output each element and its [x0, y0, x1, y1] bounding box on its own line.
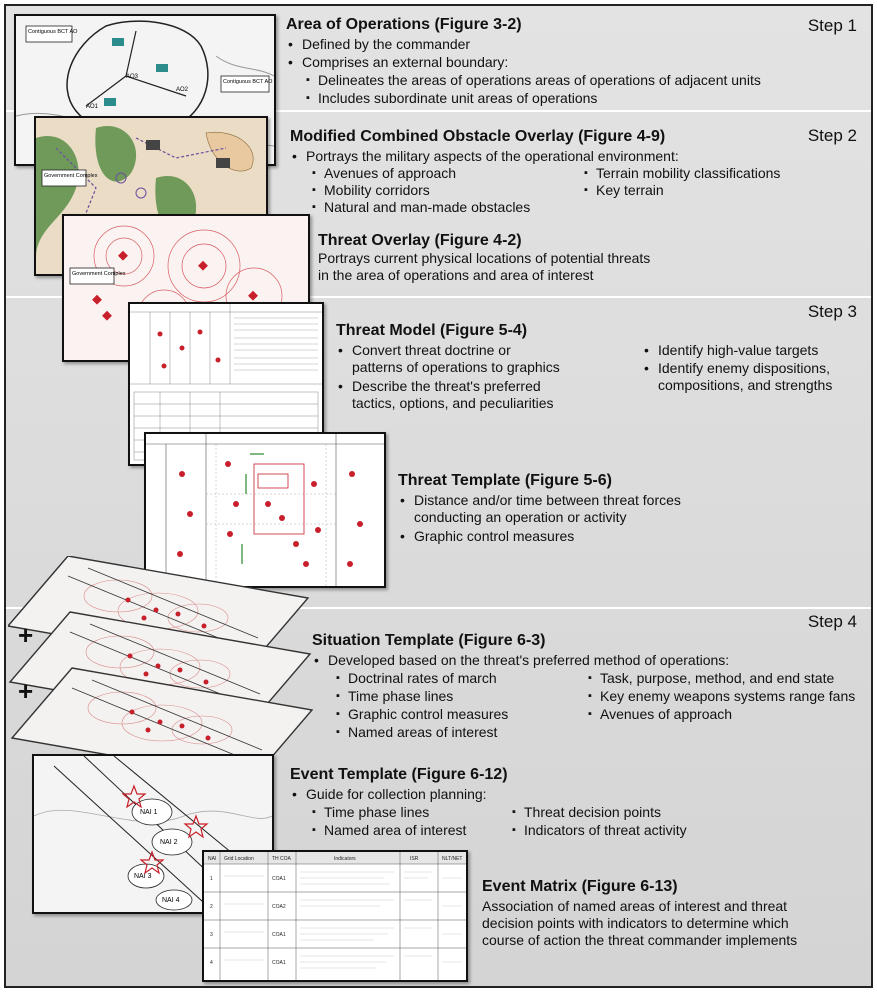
matrix-cell: 4	[210, 960, 213, 966]
event-template-bullet: • Guide for collection planning:	[306, 786, 487, 803]
threat-model-bullet: • Describe the threat's preferred	[352, 378, 541, 395]
ao-sub-bullet: ▪ Includes subordinate unit areas of operations	[318, 90, 597, 107]
event-template-sub-bullet: ▪ Indicators of threat activity	[524, 822, 687, 839]
nai-label: NAI 4	[162, 897, 180, 904]
mcoo-sub-bullet: ▪ Key terrain	[596, 182, 664, 199]
threat-model-bullet-cont: tactics, options, and peculiarities	[352, 395, 554, 411]
matrix-cell: 3	[210, 932, 213, 938]
event-matrix-line: decision points with indicators to determine which	[482, 915, 789, 931]
matrix-header: TH COA	[272, 856, 291, 862]
situation-template-sub-bullet: ▪ Named areas of interest	[348, 724, 497, 741]
threat-template-title: Threat Template (Figure 5-6)	[398, 472, 612, 489]
event-template-sub-bullet: ▪ Time phase lines	[324, 804, 429, 821]
threat-template-bullet: • Graphic control measures	[414, 528, 574, 545]
nai-label: NAI 1	[140, 809, 158, 816]
threat-overlay-map-label: Government Complex	[72, 271, 126, 277]
matrix-cell: COA1	[272, 932, 286, 938]
situation-template-sub-bullet: ▪ Avenues of approach	[600, 706, 732, 723]
threat-model-title: Threat Model (Figure 5-4)	[336, 322, 528, 339]
mcoo-sub-bullet: ▪ Terrain mobility classifications	[596, 165, 780, 182]
threat-template-bullet: • Distance and/or time between threat forces	[414, 492, 681, 509]
situation-template-bullet: • Developed based on the threat's preferred method of operations:	[328, 652, 729, 669]
threat-overlay-line: Portrays current physical locations of potential threats	[318, 250, 651, 266]
event-template-sub-bullet: ▪ Named area of interest	[324, 822, 466, 839]
threat-overlay-title: Threat Overlay (Figure 4-2)	[318, 232, 522, 249]
situation-template-sub-bullet: ▪ Task, purpose, method, and end state	[600, 670, 834, 687]
plus-sign: +	[18, 676, 34, 706]
step-1-label: Step 1	[807, 16, 857, 35]
area-of-operations-title: Area of Operations (Figure 3-2)	[286, 16, 522, 33]
ao-bullet: • Comprises an external boundary:	[302, 54, 508, 71]
ao-label-contiguous-right: Contiguous BCT AO	[223, 79, 273, 85]
matrix-cell: 1	[210, 876, 213, 882]
ao-label-contiguous-left: Contiguous BCT AO	[28, 29, 78, 35]
event-template-title: Event Template (Figure 6-12)	[290, 766, 508, 783]
nai-label: NAI 2	[160, 839, 178, 846]
matrix-cell: COA1	[272, 960, 286, 966]
matrix-header: NLT/NET	[442, 856, 463, 862]
situation-template-layers	[8, 556, 314, 782]
matrix-cell: 2	[210, 904, 213, 910]
situation-template-sub-bullet: ▪ Key enemy weapons systems range fans	[600, 688, 855, 705]
threat-model-bullet-cont: compositions, and strengths	[658, 377, 833, 393]
matrix-header: Indicators	[334, 856, 356, 862]
situation-template-sub-bullet: ▪ Time phase lines	[348, 688, 453, 705]
matrix-header: NAI	[208, 856, 217, 862]
threat-model-bullet: • Convert threat doctrine or	[352, 342, 511, 359]
ipb-steps-diagram	[4, 4, 873, 988]
matrix-header: Grid Location	[224, 856, 254, 862]
step-3-label: Step 3	[807, 302, 857, 321]
matrix-cell: COA1	[272, 876, 286, 882]
event-matrix-title: Event Matrix (Figure 6-13)	[482, 878, 678, 895]
mcoo-sub-bullet: ▪ Natural and man-made obstacles	[324, 199, 530, 216]
mcoo-map-label: Government Complex	[44, 173, 98, 179]
threat-model-bullet-cont: patterns of operations to graphics	[352, 359, 560, 375]
event-matrix-line: Association of named areas of interest and threat	[482, 898, 788, 914]
event-template-sub-bullet: ▪ Threat decision points	[524, 804, 661, 821]
ao-sub-bullet: ▪ Delineates the areas of operations areas of operations of adjacent units	[318, 72, 761, 89]
event-matrix-line: course of action the threat commander implements	[482, 932, 798, 948]
threat-model-bullet: • Identify enemy dispositions,	[658, 360, 830, 377]
mcoo-title: Modified Combined Obstacle Overlay (Figure 4-9)	[290, 128, 666, 145]
ao-label-ao2: AO2	[176, 87, 189, 93]
matrix-header: ISR	[410, 856, 419, 862]
threat-model-bullet: • Identify high-value targets	[658, 342, 818, 359]
plus-sign: +	[18, 620, 34, 650]
ao-bullet: • Defined by the commander	[302, 36, 470, 53]
mcoo-bullet: • Portrays the military aspects of the operational environment:	[306, 148, 679, 165]
situation-template-title: Situation Template (Figure 6-3)	[312, 632, 546, 649]
mcoo-sub-bullet: ▪ Mobility corridors	[324, 182, 430, 199]
threat-overlay-line: in the area of operations and area of interest	[318, 267, 594, 283]
ao-label-ao1: AO1	[86, 104, 99, 110]
event-matrix-table	[202, 850, 468, 982]
nai-label: NAI 3	[134, 873, 152, 880]
event-matrix-drawing	[204, 852, 466, 980]
situation-template-sub-bullet: ▪ Doctrinal rates of march	[348, 670, 497, 687]
threat-template-bullet-cont: conducting an operation or activity	[414, 509, 627, 525]
ao-label-ao3: AO3	[126, 74, 139, 80]
mcoo-sub-bullet: ▪ Avenues of approach	[324, 165, 456, 182]
step-4-label: Step 4	[807, 612, 857, 631]
matrix-cell: COA2	[272, 904, 286, 910]
situation-template-sub-bullet: ▪ Graphic control measures	[348, 706, 508, 723]
step-2-label: Step 2	[807, 126, 857, 145]
